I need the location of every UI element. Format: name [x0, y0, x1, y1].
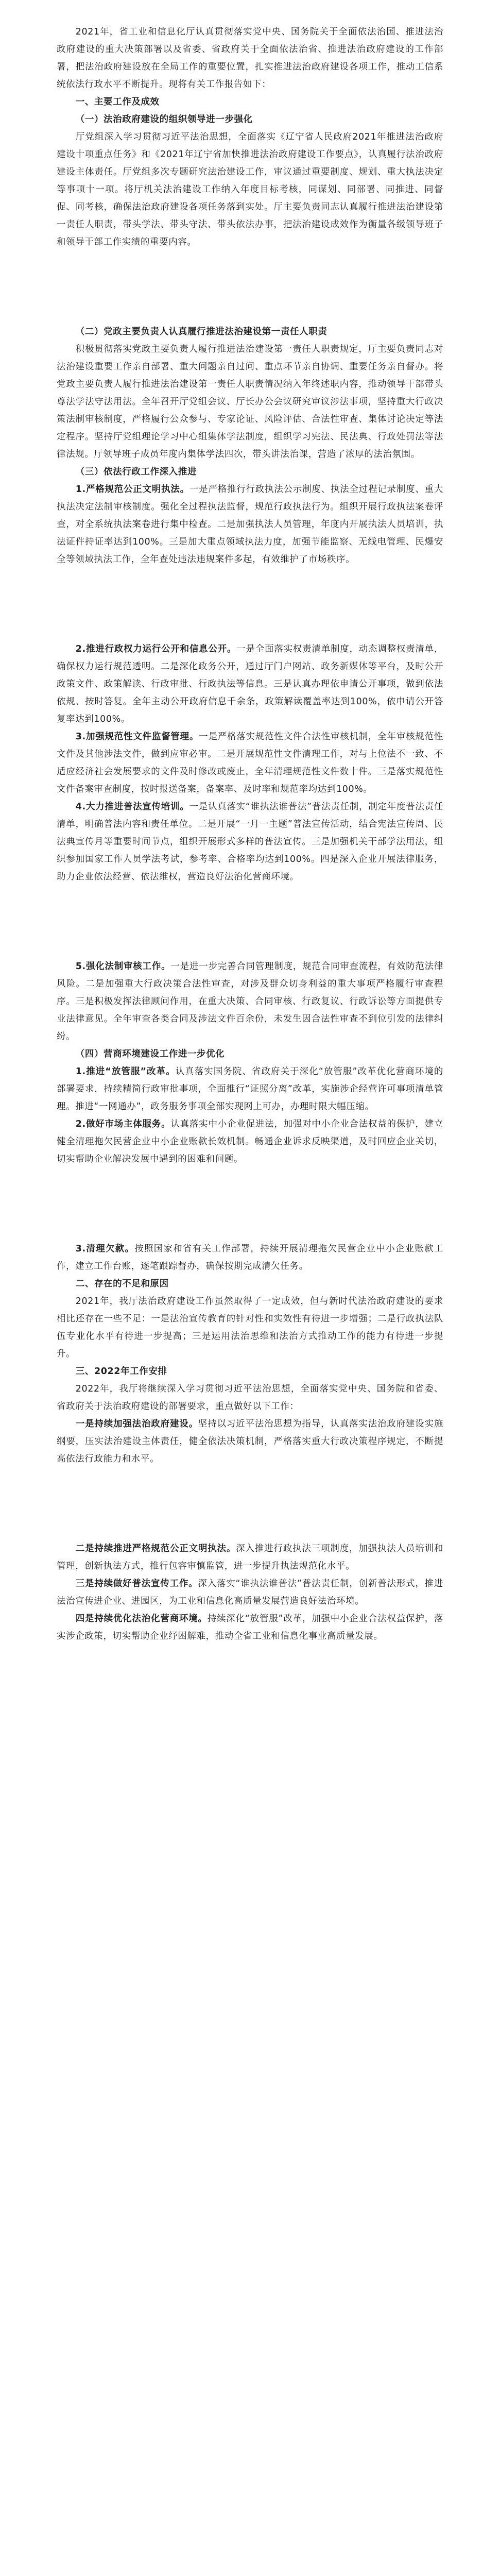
- item-heading: 4.大力推进普法宣传培训。: [75, 802, 189, 812]
- paragraph-legal-review: [57, 958, 443, 1045]
- item-heading: 三是持续做好普法宣传工作。: [75, 1579, 198, 1589]
- item-text: 一是认真落实“谁执法谁普法”普法责任制，制定年度普法责任清单，明确普法内容和责任单位。二是开展“一月一主题”普法宣传活动，结合宪法宣传周、民法典宣传月等重要时间节点，组织开展形式多样的普法宣传。三是加强机关干部学法用法，组织参加国家工作人员学法考试，参考率、合格率均达到100%。四是深入企业开展法律服务，助力企业依法经营、依法维权，营造良好法治化营商环境。: [57, 802, 444, 882]
- paragraph-enforcement: [57, 481, 443, 568]
- item-text: 认真落实国务院、省政府关于深化“放管服”改革优化营商环境的部署要求，持续精简行政审批事项，全面推行“证照分离”改革，实施涉企经营许可事项清单管理。推进“一网通办”，政务服务事项全部实现网上可办，办理时限大幅压缩。: [57, 1066, 443, 1112]
- report-document: [57, 23, 443, 1645]
- item-text: 深入落实“谁执法谁普法”普法责任制，创新普法形式，推进法治宣传进企业、进园区，为工业和信息化高质量发展营造良好法治环境。: [57, 1579, 443, 1606]
- item-text: 一是全面落实权责清单制度，动态调整权责清单，确保权力运行规范透明。二是深化政务公开，通过厅门户网站、政务新媒体等平台，及时公开政策文件、政策解读、行政审批、行政执法等信息。三是认真办理依申请公开事项，做到依法依规、按时答复。全年主动公开政府信息千余条，政策解读覆盖率达到100%，依申请公开答复率达到100%。: [57, 644, 443, 724]
- paragraph-shortcomings: 2021年，我厅法治政府建设工作虽然取得了一定成效，但与新时代法治政府建设的要求相比还存在一些不足：一是法治宣传教育的针对性和实效性有待进一步增强；二是行政执法队伍专业化水平有待进一步提高；三是运用法治思维和法治方式推动工作的能力有待进一步提升。: [57, 1296, 443, 1359]
- paragraph-reform: [57, 1063, 443, 1115]
- paragraph-disclosure: [57, 640, 443, 728]
- item-heading: 5.强化法制审核工作。: [75, 961, 171, 972]
- paragraph-leadership: 厅党组深入学习贯彻习近平法治思想，全面落实《辽宁省人民政府2021年推进法治政府建设十项重点任务》和《2021年辽宁省加快推进法治政府建设工作要点》，认真履行法治政府建设主体责任。厅党组多次专题研究法治建设工作，审议通过重要制度、规划、重大执法决定等事项十一项。将厅机关法治建设工作纳入年度目标考核，同谋划、同部署、同推进、同督促、同考核，确保法治政府建设各项任务落到实处。厅主要负责同志认真履行推进法治建设第一责任人职责，带头学法、带头守法、带头依法办事，把法治建设成效作为衡量各级领导班子和领导干部工作实绩的重要内容。: [57, 132, 443, 247]
- paragraph-plan-intro: 2022年，我厅将继续深入学习贯彻习近平法治思想，全面落实党中央、国务院和省委、省政府关于法治政府建设的部署要求，重点做好以下工作：: [57, 1384, 443, 1412]
- item-heading: 四是持续优化法治化营商环境。: [75, 1614, 208, 1624]
- item-text: 一是严格推行行政执法公示制度、执法全过程记录制度、重大执法决定法制审核制度。强化全过程执法监督，规范行政执法行为。组织开展行政执法案卷评查，对全系统执法案卷进行集中检查。二是加强执法人员管理，年度内开展执法人员培训，执法证件持证率达到100%。三是加大重点领域执法力度，加强节能监察、无线电管理、民爆安全等领域执法工作，全年查处违法违规案件多起，有效维护了市场秩序。: [57, 484, 443, 565]
- paragraph-arrears: [57, 1240, 443, 1275]
- item-text: 一是进一步完善合同管理制度，规范合同审查流程，有效防范法律风险。二是加强重大行政决策合法性审查，对涉及群众切身利益的重大事项严格履行审查程序。三是积极发挥法律顾问作用，在重大决策、合同审核、行政复议、行政诉讼等方面提供专业法律意见。全年审查各类合同及涉法文件百余份，未发生因合法性审查不到位引发的法律纠纷。: [57, 961, 443, 1042]
- paragraph-responsibility: 积极贯彻落实党政主要负责人履行推进法治建设第一责任人职责规定，厅主要负责同志对法治建设重要工作亲自部署、重大问题亲自过问、重点环节亲自协调、重要任务亲自督办。将党政主要负责人履行推进法治建设第一责任人职责情况纳入年终述职内容，推动领导干部带头尊法学法守法用法。全年召开厅党组会议、厅长办公会议研究审议涉法事项，坚持重大行政决策法制审核制度，严格履行公众参与、专家论证、风险评估、合法性审查、集体讨论决定等法定程序。坚持厅党组理论学习中心组集体学法制度，组织学习宪法、民法典、行政处罚法等法律法规。厅领导班子成员年度内集体学法四次，带头讲法治课，营造了浓厚的法治氛围。: [57, 344, 443, 460]
- paragraph-legal-education: [57, 798, 443, 886]
- item-heading: 1.推进“放管服”改革。: [75, 1066, 176, 1077]
- item-heading: 二是持续推进严格规范公正文明执法。: [75, 1544, 236, 1554]
- paragraph-normative-docs: [57, 728, 443, 798]
- section-heading-shortcomings: 二、存在的不足和原因: [75, 1279, 169, 1289]
- section-heading-main-work: 一、主要工作及成效: [75, 97, 160, 107]
- subheading-administration: （三）依法行政工作深入推进: [75, 467, 197, 477]
- item-heading: 2.做好市场主体服务。: [75, 1119, 171, 1129]
- paragraph-plan-2: [57, 1540, 443, 1575]
- item-text: 坚持以习近平法治思想为指导，认真落实法治政府建设实施纲要，压实法治建设主体责任，健全依法决策机制，严格落实重大行政决策程序规定，不断提高依法行政能力和水平。: [57, 1419, 443, 1464]
- paragraph-market-service: [57, 1115, 443, 1168]
- paragraph-plan-1: [57, 1415, 443, 1468]
- item-text: 认真落实中小企业促进法，加强对中小企业合法权益的保护，建立健全清理拖欠民营企业中小企业账款长效机制。畅通企业诉求反映渠道，及时回应企业关切，切实帮助企业解决发展中遇到的困难和问题。: [57, 1119, 443, 1164]
- intro-paragraph: 2021年，省工业和信息化厅认真贯彻落实党中央、国务院关于全面依法治国、推进法治政府建设的重大决策部署以及省委、省政府关于全面依法治省、推进法治政府建设的工作部署，把法治政府建设放在全局工作的重要位置，扎实推进法治政府建设各项工作，推动工信系统依法行政水平不断提升。现将有关工作报告如下：: [57, 27, 443, 90]
- item-heading: 3.加强规范性文件监督管理。: [75, 732, 199, 742]
- item-text: 按照国家和省有关工作部署，持续开展清理拖欠民营企业中小企业账款工作，建立工作台账，逐笔跟踪督办，确保按期完成清欠任务。: [57, 1244, 443, 1272]
- paragraph-plan-4: [57, 1610, 443, 1645]
- item-heading: 3.清理欠款。: [75, 1244, 135, 1254]
- subheading-business-environment: （四）营商环境建设工作进一步优化: [75, 1049, 225, 1059]
- item-heading: 1.严格规范公正文明执法。: [75, 484, 189, 495]
- item-heading: 2.推进行政权力运行公开和信息公开。: [75, 644, 237, 654]
- subheading-leadership: （一）法治政府建设的组织领导进一步强化: [75, 114, 253, 125]
- subheading-responsibility: （二）党政主要负责人认真履行推进法治建设第一责任人职责: [75, 327, 327, 337]
- item-text: 深入推进行政执法三项制度，加强执法人员培训和管理，创新执法方式，推行包容审慎监管，进一步提升执法规范化水平。: [57, 1544, 443, 1571]
- item-heading: 一是持续加强法治政府建设。: [75, 1419, 198, 1429]
- paragraph-plan-3: [57, 1575, 443, 1610]
- section-heading-plan: 三、2022年工作安排: [75, 1366, 167, 1377]
- item-text: 一是严格落实规范性文件合法性审核机制，全年审核规范性文件及其他涉法文件，做到应审必审。二是开展规范性文件清理工作，对与上位法不一致、不适应经济社会发展要求的文件及时修改或废止，全年清理规范性文件数十件。三是落实规范性文件备案审查制度，按时报送备案，备案率、及时率和规范率均达到100%。: [57, 732, 443, 794]
- item-text: 持续深化“放管服”改革，加强中小企业合法权益保护，落实涉企政策，切实帮助企业纾困解难，推动全省工业和信息化事业高质量发展。: [57, 1614, 443, 1641]
